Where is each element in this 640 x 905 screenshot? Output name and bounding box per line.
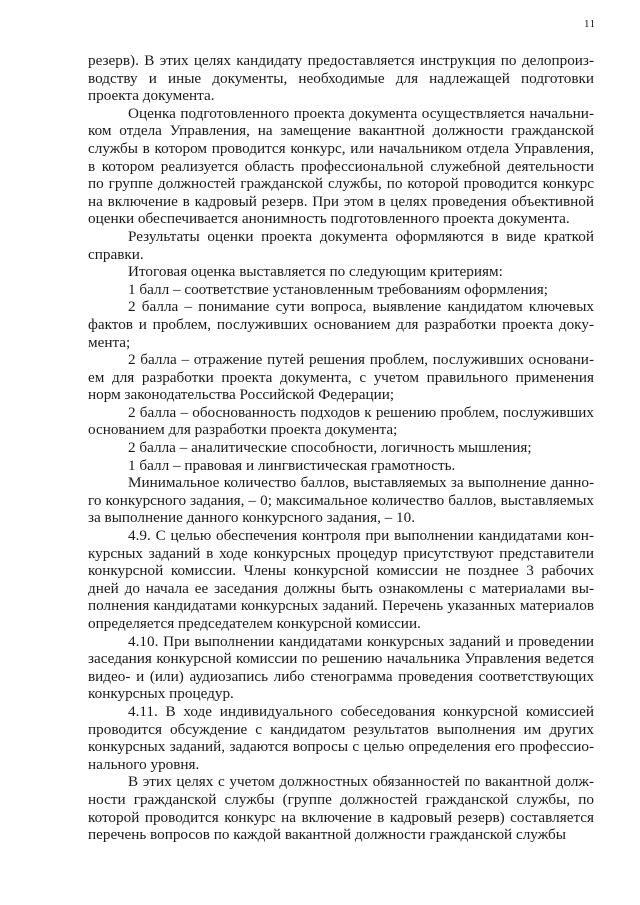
criteria-item: 2 балла – понимание сути вопроса, выявление кандидатом ключевых фактов и проблем, послуживших основанием для разработки проекта документа;	[88, 298, 594, 351]
section-4-9: 4.9. С целью обеспечения контроля при выполнении кандидатами конкурсных заданий в ходе конкурсных процедур присутствуют представители конкурсной комиссии. Члены конкурсной комиссии не позднее 3 рабочих дней до начала ее заседания должны быть ознакомлены с материалами выполнения кандидатами конкурсных заданий. Перечень указанных материалов определяется председателем конкурсной комиссии.	[88, 527, 594, 632]
document-body	[88, 52, 594, 844]
paragraph: Результаты оценки проекта документа оформляются в виде краткой справки.	[88, 227, 594, 263]
section-4-10: 4.10. При выполнении кандидатами конкурсных заданий и проведении заседания конкурсной комиссии по решению начальника Управления ведется видео- и (или) аудиозапись либо стенограмма проведения соответствующих конкурсных процедур.	[88, 632, 594, 703]
paragraph: резерв). В этих целях кандидату предоставляется инструкция по делопроизводству и иные документы, необходимые для надлежащей подготовки проекта документа.	[88, 52, 594, 105]
criteria-item: 1 балл – соответствие установленным требованиям оформления;	[128, 280, 548, 298]
paragraph: Минимальное количество баллов, выставляемых за выполнение данного конкурсного задания, – 0; максимальное количество баллов, выставляемых за выполнение данного конкурсного задания, – 10.	[88, 474, 594, 527]
criteria-item: 2 балла – отражение путей решения проблем, послуживших основанием для разработки проекта документа, с учетом правильного применения норм законодательства Российской Федерации;	[88, 351, 594, 404]
criteria-item: 1 балл – правовая и лингвистическая грамотность.	[128, 456, 456, 474]
page-number: 11	[584, 18, 596, 30]
section-4-11: 4.11. В ходе индивидуального собеседования конкурсной комиссией проводится обсуждение с кандидатом результатов выполнения им других конкурсных заданий, задаются вопросы с целью определения его профессионального уровня.	[88, 702, 594, 773]
paragraph: Итоговая оценка выставляется по следующим критериям:	[128, 263, 503, 281]
criteria-item: 2 балла – аналитические способности, логичность мышления;	[128, 439, 532, 457]
criteria-item: 2 балла – обоснованность подходов к решению проблем, послуживших основанием для разработки проекта документа;	[88, 403, 594, 439]
paragraph: Оценка подготовленного проекта документа осуществляется начальником отдела Управления, на замещение вакантной должности гражданской службы в котором проводится конкурс, или начальником отдела Управления, в котором реализуется область профессиональной служебной деятельности по группе должностей гражданской службы, по которой проводится конкурс на включение в кадровый резерв. При этом в целях проведения объективной оценки обеспечивается анонимность подготовленного проекта документа.	[88, 104, 594, 228]
paragraph: В этих целях с учетом должностных обязанностей по вакантной должности гражданской службы (группе должностей гражданской службы, по которой проводится конкурс на включение в кадровый резерв) составляется перечень вопросов по каждой вакантной должности гражданской службы	[88, 773, 594, 844]
